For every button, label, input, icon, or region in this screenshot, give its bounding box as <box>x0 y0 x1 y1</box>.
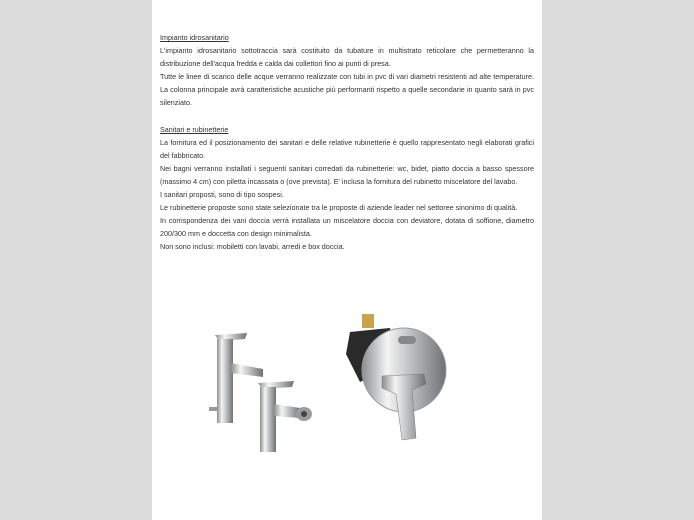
spacer <box>160 110 534 123</box>
document-page <box>152 0 542 520</box>
paragraph: L'impianto idrosanitario sottotraccia sarà costituito da tubature in multistrato reticolare che permetteranno la distribuzione dell'acqua fredda e calda dai collettori fino ai punti di presa. <box>160 46 534 69</box>
paragraph: La fornitura ed il posizionamento dei sanitari e delle relative rubinetterie è quello rappresentato negli elaborati grafici del fabbricato. <box>160 137 534 160</box>
paragraph: Nei bagni verranno installati i seguenti sanitari corredati da rubinetterie: wc, bidet, piatto doccia a basso spessore (massimo 4 cm) con piletta incassata o (ove prevista). E' inclusa la fornitura del rubinetto miscelatore del lavabo. <box>160 163 534 186</box>
paragraph: Non sono inclusi: mobiletti con lavabi, arredi e box doccia. <box>160 242 345 252</box>
document-content <box>160 31 534 254</box>
paragraph: In corrispondenza dei vani doccia verrà installata un miscelatore doccia con deviatore, dotata di soffione, diametro 200/300 mm e doccetta con design minimalista. <box>160 216 534 239</box>
section-heading-fixtures: Sanitari e rubinetterie <box>160 124 229 134</box>
paragraph: Le rubinetterie proposte sono state selezionate tra le proposte di aziende leader nel settoree sinonimo di qualità. <box>160 203 518 213</box>
shower-mixer-image <box>340 314 450 449</box>
product-images <box>152 300 542 460</box>
paragraph: I sanitari proposti, sono di tipo sospesi. <box>160 190 284 200</box>
section-heading-plumbing: Impianto idrosanitario <box>160 33 229 42</box>
bidet-mixer-faucet-image <box>252 378 322 453</box>
paragraph: Tutte le linee di scarico delle acque verranno realizzate con tubi in pvc di vari diametri resistenti ad alte temperature. La colonna principale avrà caratteristiche acustiche più performanti rispetto a quelle secondarie in quanto sarà in pvc silenziato. <box>160 72 534 108</box>
